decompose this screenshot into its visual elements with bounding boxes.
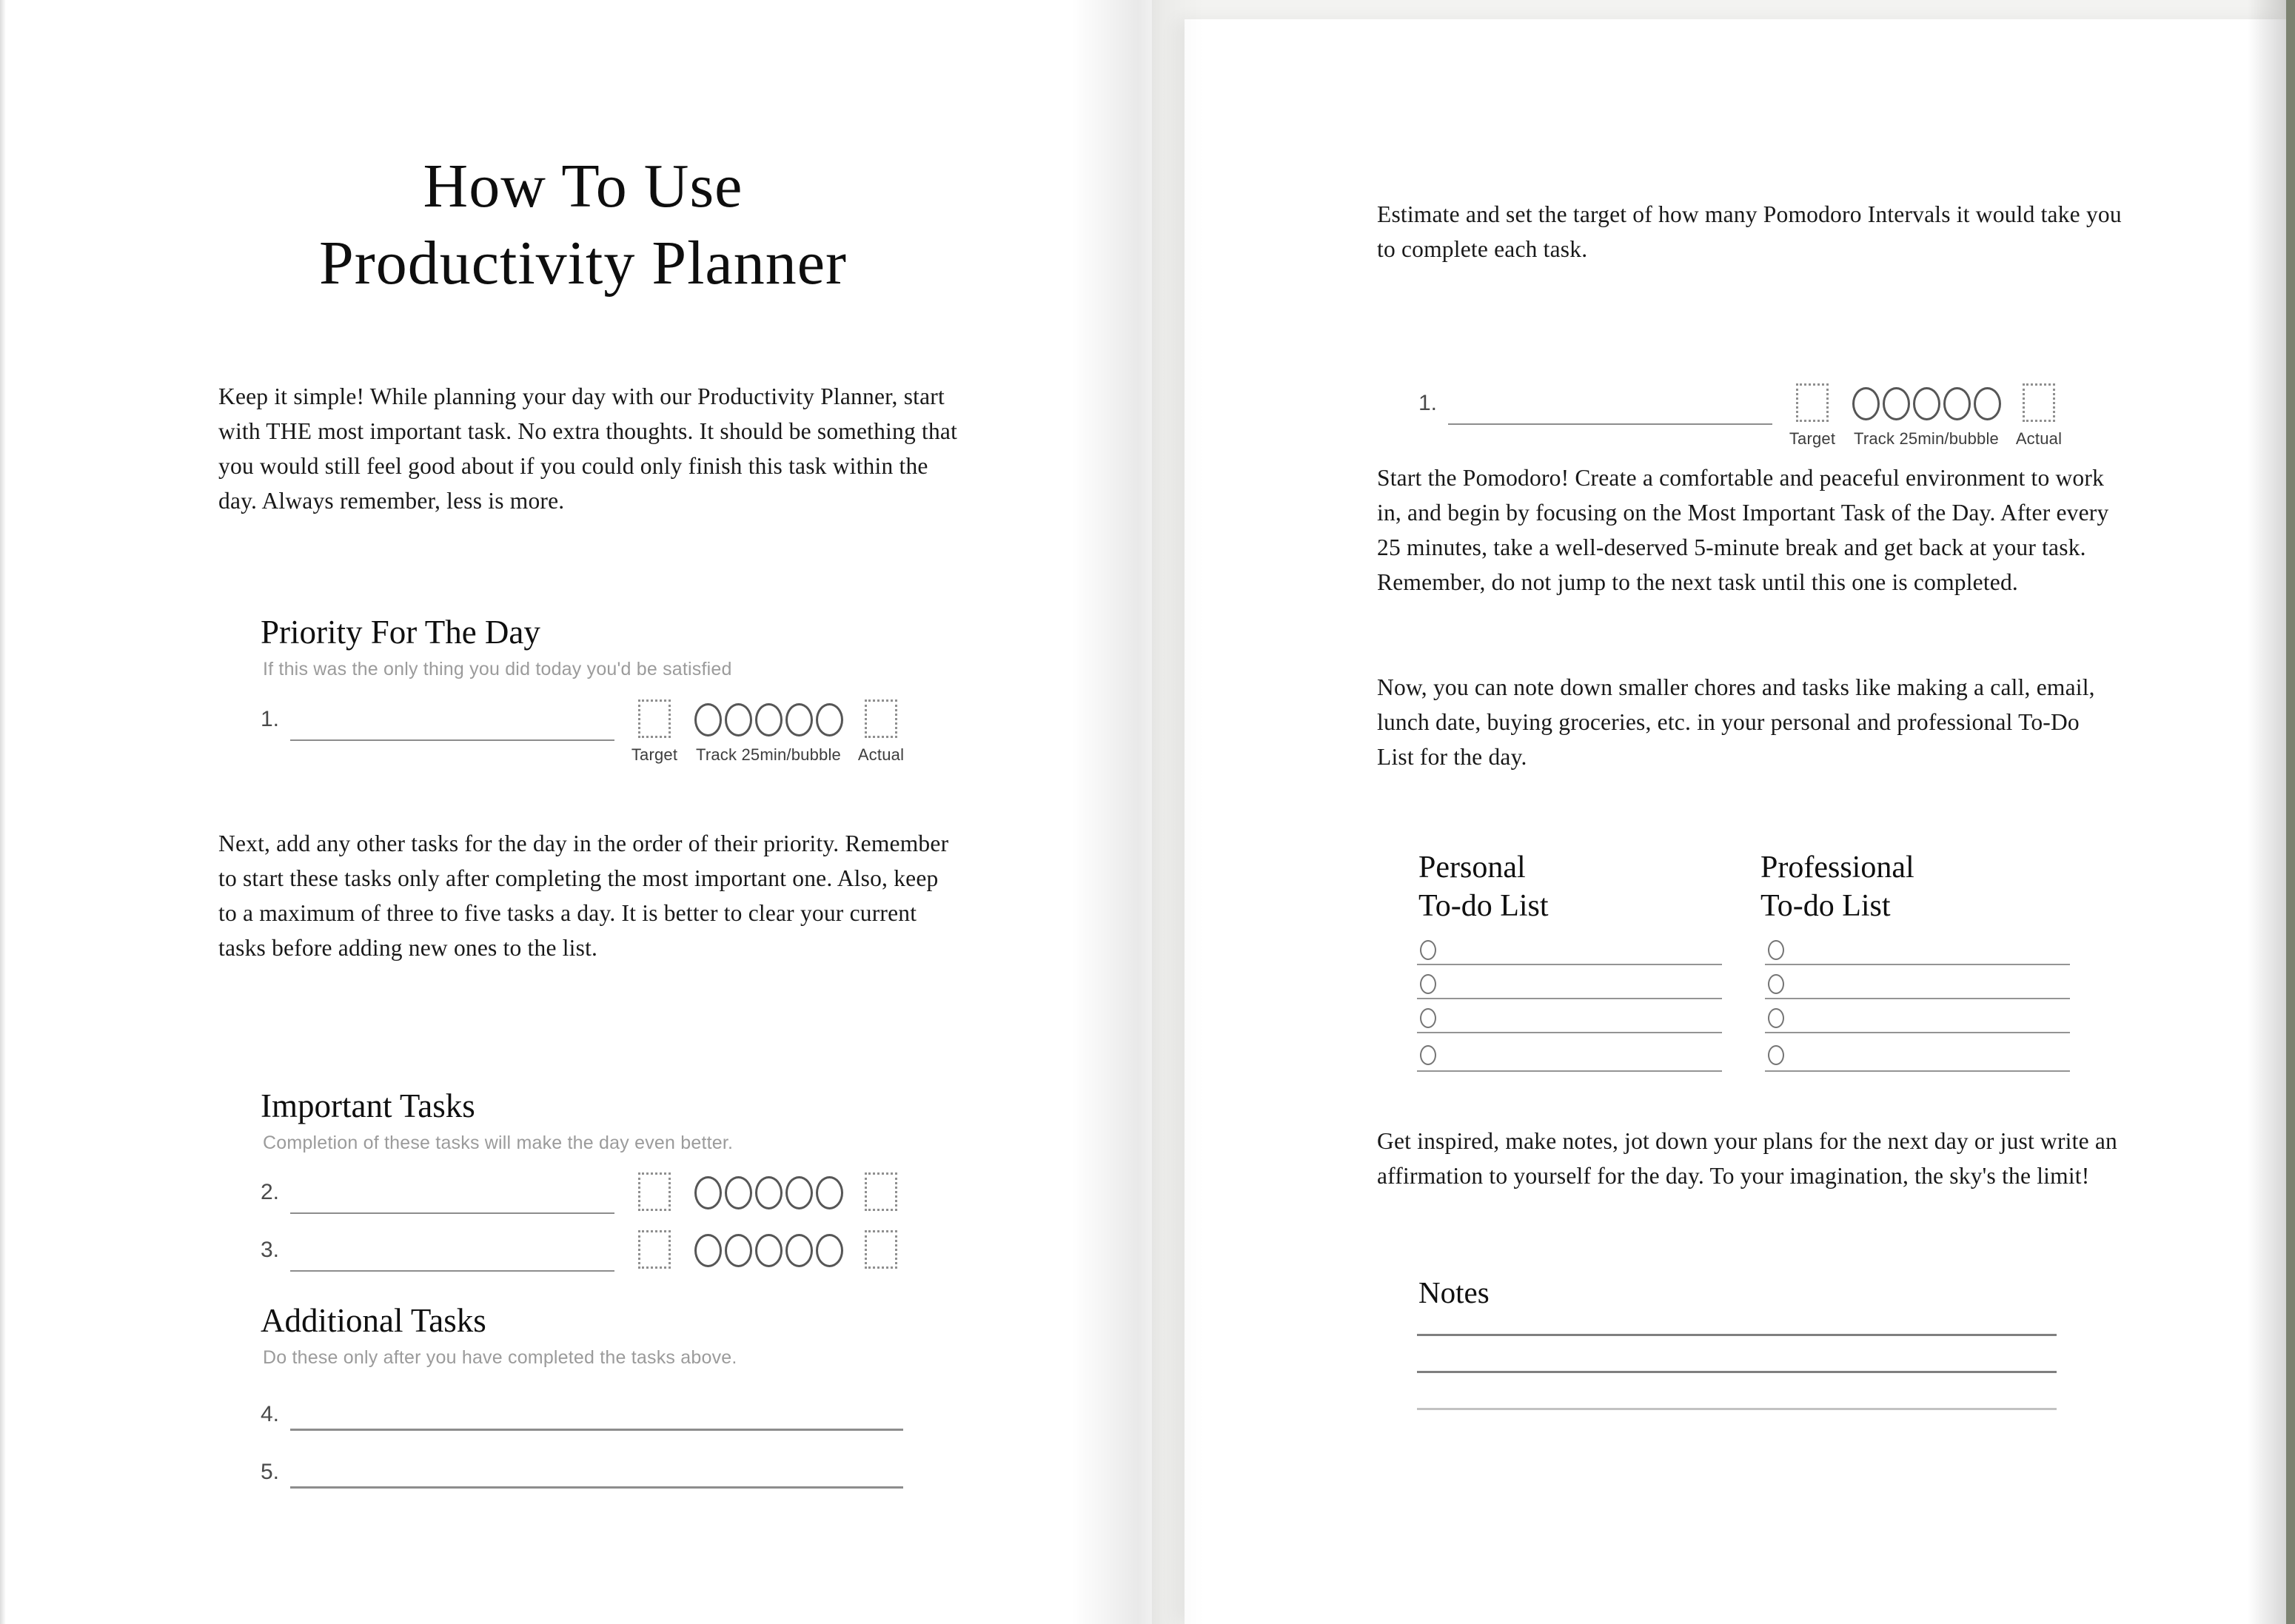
- professional-todo-heading-line2: To-do List: [1760, 889, 1891, 923]
- important-tasks-heading: Important Tasks: [261, 1087, 475, 1124]
- task-number: 1.: [261, 707, 280, 731]
- actual-label: Actual: [2015, 429, 2063, 448]
- pomodoro-bubble: [816, 1176, 843, 1209]
- todo-circle: [1768, 940, 1784, 960]
- priority-heading: Priority For The Day: [261, 614, 540, 651]
- personal-todo-heading-line1: Personal: [1418, 850, 1526, 885]
- notes-heading: Notes: [1418, 1275, 1490, 1309]
- professional-todo-heading-line1: Professional: [1760, 850, 1914, 885]
- important-task-row: [261, 1230, 912, 1312]
- priority-task-row: [261, 699, 912, 781]
- todo-circle: [1420, 1045, 1436, 1065]
- estimate-paragraph: Estimate and set the target of how many Pomodoro Intervals it would take you to complete each task.: [1377, 201, 2122, 262]
- task-write-line: [290, 1230, 614, 1272]
- target-checkbox: [638, 1172, 671, 1211]
- pomodoro-bubble: [755, 1176, 783, 1209]
- pomodoro-bubble: [1883, 387, 1910, 420]
- book-edge-strip: [2286, 0, 2295, 1624]
- pomodoro-bubble: [694, 703, 722, 736]
- actual-checkbox: [2023, 383, 2055, 422]
- pomodoro-bubble: [1852, 387, 1880, 420]
- task-write-line: [290, 1486, 903, 1489]
- pomodoro-bubble: [785, 1234, 813, 1267]
- track-label: Track 25min/bubble: [1854, 429, 1999, 448]
- todo-line: [1765, 998, 2070, 999]
- page-title-line2: Productivity Planner: [319, 229, 847, 298]
- pomodoro-bubble: [1913, 387, 1940, 420]
- actual-label: Actual: [857, 745, 905, 764]
- priority-subtitle: If this was the only thing you did today you'd be satisfied: [263, 659, 732, 680]
- todo-circle: [1420, 940, 1436, 960]
- page-title-line1: How To Use: [423, 152, 743, 221]
- important-tasks-subtitle: Completion of these tasks will make the day even better.: [263, 1133, 734, 1153]
- pomodoro-bubble: [816, 1234, 843, 1267]
- target-checkbox: [638, 699, 671, 738]
- target-label: Target: [631, 745, 678, 764]
- pomodoro-bubble: [725, 1234, 752, 1267]
- actual-checkbox: [865, 1172, 897, 1211]
- notes-line: [1417, 1371, 2057, 1373]
- todo-circle: [1420, 1008, 1436, 1028]
- track-label: Track 25min/bubble: [696, 745, 841, 764]
- todo-circle: [1768, 1045, 1784, 1065]
- pomodoro-bubble: [816, 703, 843, 736]
- task-write-line: [290, 1172, 614, 1214]
- task-number: 4.: [261, 1402, 280, 1426]
- pomodoro-bubble: [725, 1176, 752, 1209]
- task-write-line: [290, 699, 614, 741]
- task-number: 2.: [261, 1180, 280, 1204]
- pomodoro-bubble: [694, 1176, 722, 1209]
- task-number: 5.: [261, 1460, 280, 1484]
- intro-paragraph: Keep it simple! While planning your day with our Productivity Planner, start with THE most important task. No extra thoughts. It should be something that you would still feel good about if you could only finish this task within the day. Always remember, less is more.: [218, 383, 958, 514]
- notes-line: [1417, 1334, 2057, 1336]
- todo-circle: [1768, 974, 1784, 994]
- page-title: [0, 148, 1166, 302]
- todo-line: [1765, 964, 2070, 965]
- pomodoro-bubble: [785, 1176, 813, 1209]
- pomodoro-bubble: [785, 703, 813, 736]
- target-label: Target: [1789, 429, 1836, 448]
- task-number: 1.: [1418, 391, 1438, 415]
- pomodoro-bubble: [755, 703, 783, 736]
- professional-todo-heading: [1760, 848, 1914, 925]
- target-checkbox: [638, 1230, 671, 1269]
- todo-line: [1417, 998, 1722, 999]
- pomodoro-bubble: [725, 703, 752, 736]
- target-checkbox: [1796, 383, 1829, 422]
- chores-paragraph: Now, you can note down smaller chores and tasks like making a call, email, lunch date, buying groceries, etc. in your personal and professional To-Do List for the day.: [1377, 674, 2095, 770]
- pomodoro-target-row: [1418, 383, 2070, 465]
- task-write-line: [290, 1429, 903, 1431]
- task-write-line: [1448, 383, 1772, 425]
- additional-tasks-heading: Additional Tasks: [261, 1302, 486, 1339]
- task-number: 3.: [261, 1238, 280, 1262]
- personal-todo-heading-line2: To-do List: [1418, 889, 1549, 923]
- actual-checkbox: [865, 699, 897, 738]
- pomodoro-bubble: [694, 1234, 722, 1267]
- todo-line: [1417, 964, 1722, 965]
- pomodoro-bubble: [1943, 387, 1971, 420]
- inspire-paragraph: Get inspired, make notes, jot down your plans for the next day or just write an affirmation to yourself for the day. To your imagination, the sky's the limit!: [1377, 1128, 2117, 1189]
- todo-circle: [1768, 1008, 1784, 1028]
- todo-line: [1765, 1070, 2070, 1072]
- notes-line: [1417, 1408, 2057, 1410]
- pomodoro-bubble: [1974, 387, 2001, 420]
- todo-line: [1417, 1070, 1722, 1072]
- personal-todo-heading: [1418, 848, 1549, 925]
- actual-checkbox: [865, 1230, 897, 1269]
- right-page-edge-shadow: [2248, 0, 2286, 1624]
- additional-tasks-subtitle: Do these only after you have completed the tasks above.: [263, 1347, 737, 1368]
- middle-paragraph: Next, add any other tasks for the day in the order of their priority. Remember to start these tasks only after completing the most important one. Also, keep to a maximum of three to five tasks a day. It is better to clear your current tasks before adding new ones to the list.: [218, 831, 949, 961]
- todo-circle: [1420, 974, 1436, 994]
- todo-line: [1765, 1032, 2070, 1033]
- todo-line: [1417, 1032, 1722, 1033]
- start-pomodoro-paragraph: Start the Pomodoro! Create a comfortable and peaceful environment to work in, and begin by focusing on the Most Important Task of the Day. After every 25 minutes, take a well-deserved 5-minute break and get back at your task. Remember, do not jump to the next task until this one is completed.: [1377, 465, 2109, 595]
- pomodoro-bubble: [755, 1234, 783, 1267]
